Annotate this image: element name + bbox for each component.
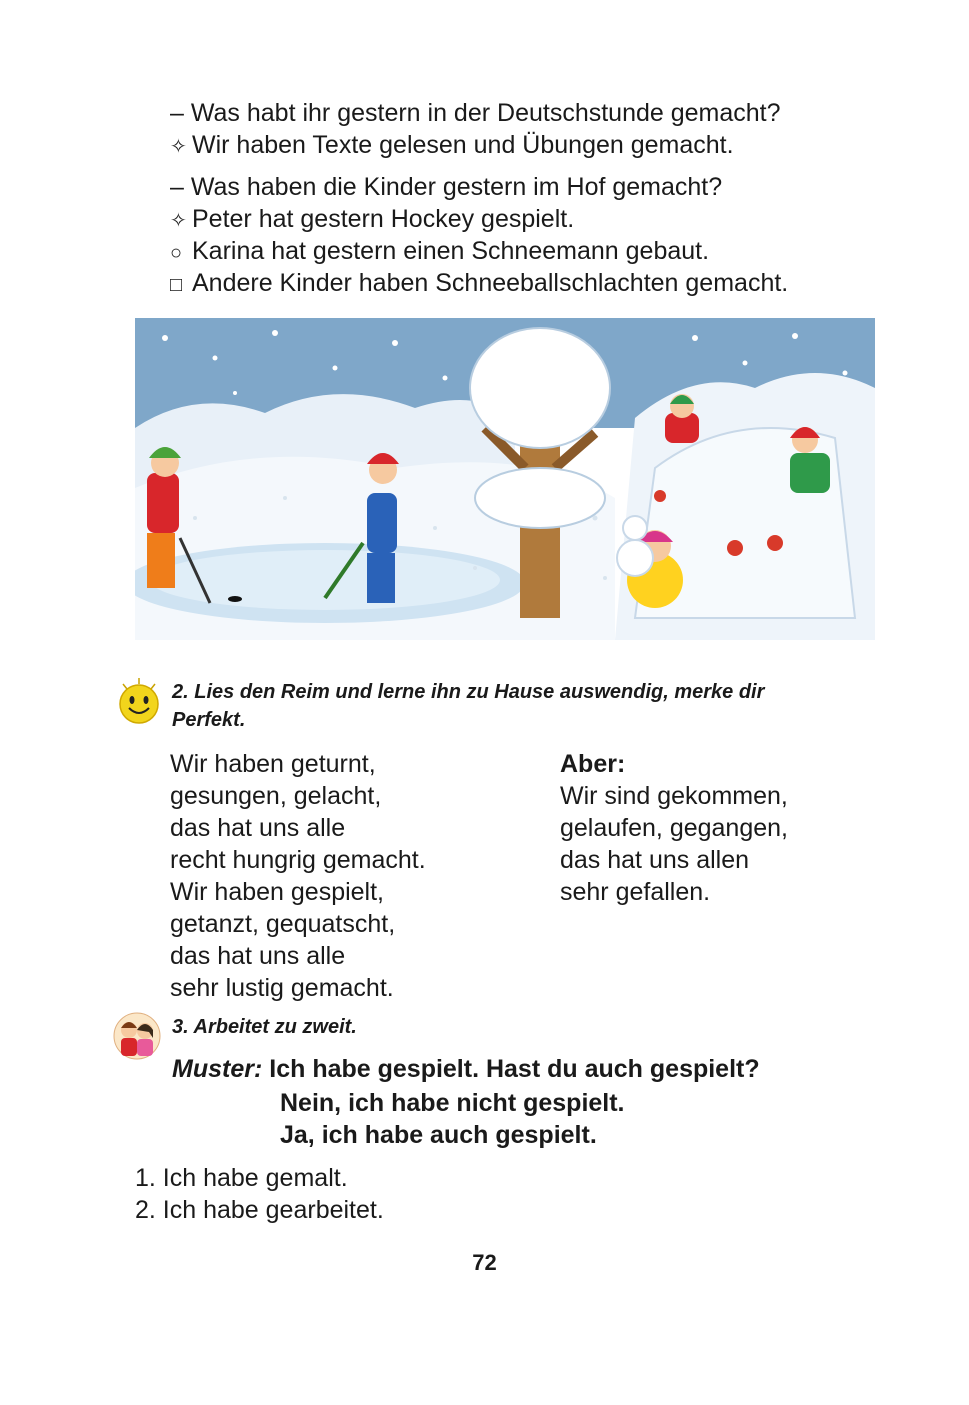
poem-line: recht hungrig gemacht. [170, 846, 426, 874]
star-bullet-icon: ✧ [170, 136, 187, 158]
poem-line: Wir haben geturnt, [170, 750, 376, 778]
two-children-icon [113, 1012, 161, 1060]
circle-bullet-icon: ○ [170, 242, 183, 264]
exercise-2-title-line-1: 2. Lies den Reim und lerne ihn zu Hause auswendig, merke dir [172, 681, 765, 703]
answer-3-text: Karina hat gestern einen Schneemann gebaut. [192, 237, 710, 265]
poem-right-column [560, 748, 788, 908]
muster-label: Muster: [172, 1055, 263, 1083]
page-number: 72 [472, 1250, 497, 1275]
answer-3 [170, 235, 709, 269]
answer-2-text: Peter hat gestern Hockey gespielt. [192, 205, 575, 233]
muster-line-1 [172, 1053, 760, 1086]
poem-line: das hat uns alle [170, 814, 346, 842]
muster-line-3: Ja, ich habe auch gespielt. [280, 1121, 597, 1149]
poem-left-column [170, 748, 426, 1004]
poem-line: Wir sind gekommen, [560, 782, 788, 810]
muster-line-2: Nein, ich habe nicht gespielt. [280, 1089, 625, 1117]
poem-line: sehr lustig gemacht. [170, 974, 394, 1002]
exercise-item: 1. Ich habe gemalt. [135, 1164, 348, 1192]
smiley-face-icon [115, 678, 163, 726]
poem-line: gelaufen, gegangen, [560, 814, 788, 842]
poem-line: das hat uns alle [170, 942, 346, 970]
square-bullet-icon: □ [170, 274, 183, 296]
poem-line: Wir haben gespielt, [170, 878, 385, 906]
poem-line: getanzt, gequatscht, [170, 910, 396, 938]
answer-4-text: Andere Kinder haben Schneeballschlachten gemacht. [192, 269, 789, 297]
exercise-2-title-line-2: Perfekt. [172, 709, 246, 731]
answer-4 [170, 267, 788, 301]
poem-right-heading: Aber: [560, 750, 626, 778]
question-1: – Was habt ihr gestern in der Deutschstunde gemacht? [170, 99, 781, 127]
question-2: – Was haben die Kinder gestern im Hof gemacht? [170, 173, 723, 201]
answer-1 [170, 129, 734, 163]
muster-example-question: Ich habe gespielt. Hast du auch gespielt? [269, 1055, 760, 1083]
poem-line: sehr gefallen. [560, 878, 711, 906]
answer-2 [170, 203, 574, 237]
poem-line: das hat uns allen [560, 846, 750, 874]
star-bullet-icon: ✧ [170, 210, 187, 232]
exercise-item: 2. Ich habe gearbeitet. [135, 1196, 384, 1224]
poem-line: gesungen, gelacht, [170, 782, 382, 810]
exercise-3-title: 3. Arbeitet zu zweit. [172, 1016, 357, 1038]
winter-scene-illustration [135, 318, 875, 640]
answer-1-text: Wir haben Texte gelesen und Übungen gemacht. [192, 131, 734, 159]
